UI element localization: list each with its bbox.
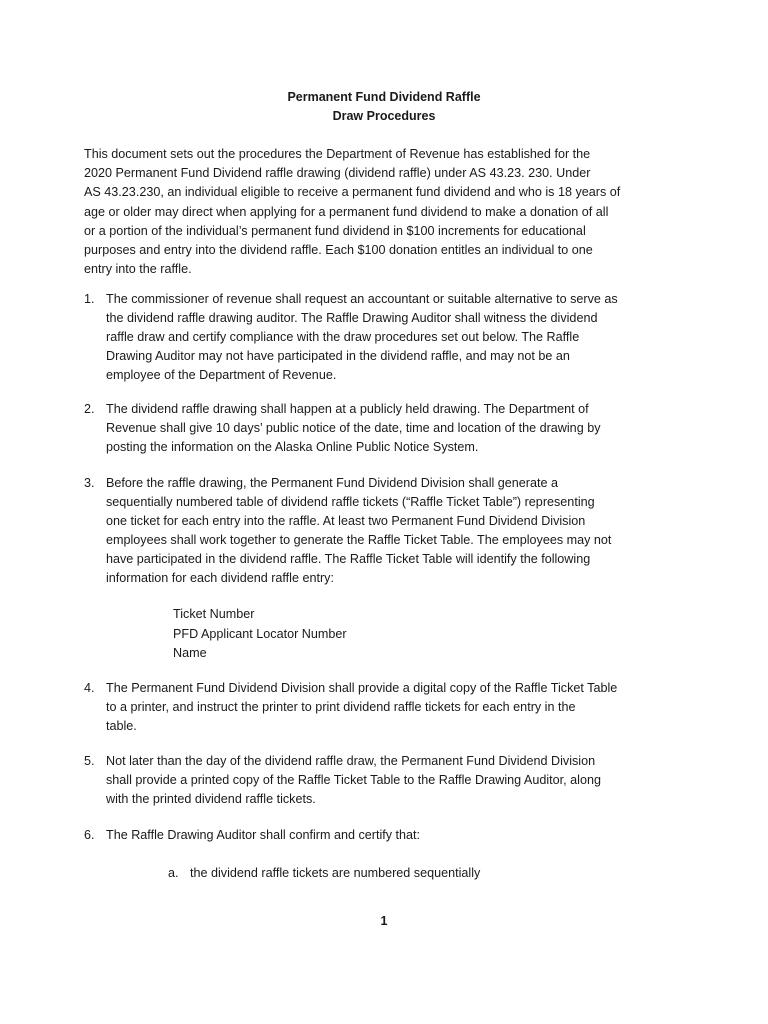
item-line: The Permanent Fund Dividend Division shall provide a digital copy of the Raffle Ticket Table — [106, 681, 618, 695]
intro-paragraph — [84, 145, 674, 279]
intro-line: purposes and entry into the dividend raffle. Each $100 donation entitles an individual to one — [84, 243, 593, 258]
item-line: Revenue shall give 10 days’ public notice of the date, time and location of the drawing by — [106, 421, 601, 435]
procedure-item-1 — [84, 290, 684, 385]
item-line: employees shall work together to generate the Raffle Ticket Table. The employees may not — [106, 533, 612, 547]
document-title — [0, 88, 768, 126]
item-line: The Raffle Drawing Auditor shall confirm and certify that: — [106, 828, 421, 842]
item-line: posting the information on the Alaska Online Public Notice System. — [106, 440, 479, 454]
item-number: 2. — [84, 402, 95, 416]
intro-line: entry into the raffle. — [84, 262, 192, 277]
title-line-1: Permanent Fund Dividend Raffle — [287, 90, 481, 104]
procedure-item-4 — [84, 679, 684, 736]
item-line: table. — [106, 719, 137, 733]
title-line-2: Draw Procedures — [332, 109, 436, 123]
procedure-item-2 — [84, 400, 684, 457]
item-line: shall provide a printed copy of the Raffle Ticket Table to the Raffle Drawing Auditor, along — [106, 773, 601, 787]
item-line: information for each dividend raffle entry: — [106, 571, 334, 585]
item-number: 6. — [84, 828, 95, 842]
intro-line: This document sets out the procedures the Department of Revenue has established for the — [84, 147, 591, 161]
procedure-item-3 — [84, 474, 684, 588]
field-locator-number: PFD Applicant Locator Number — [173, 626, 347, 641]
item-line: the dividend raffle drawing auditor. The Raffle Drawing Auditor shall witness the dividend — [106, 311, 598, 325]
item-number: 4. — [84, 681, 95, 695]
procedure-item-6 — [84, 826, 684, 845]
sub-item-a — [168, 864, 480, 883]
item-number: 5. — [84, 754, 95, 768]
item-line: sequentially numbered table of dividend raffle tickets (“Raffle Ticket Table”) representing — [106, 495, 595, 509]
item-line: The commissioner of revenue shall request an accountant or suitable alternative to serve as — [106, 292, 618, 306]
item-line: The dividend raffle drawing shall happen at a publicly held drawing. The Department of — [106, 402, 589, 416]
sub-item-text: the dividend raffle tickets are numbered sequentially — [190, 866, 481, 880]
intro-line: age or older may direct when applying for a permanent fund dividend to make a donation of all — [84, 204, 609, 219]
item-line: one ticket for each entry into the raffle. At least two Permanent Fund Dividend Division — [106, 514, 586, 528]
field-ticket-number: Ticket Number — [173, 607, 255, 621]
item-line: raffle draw and certify compliance with the draw procedures set out below. The Raffle — [106, 330, 580, 344]
intro-line: or a portion of the individual’s permanent fund dividend in $100 increments for educational — [84, 223, 586, 238]
ticket-table-fields — [173, 605, 347, 664]
page-number: 1 — [380, 914, 388, 928]
field-name: Name — [173, 646, 207, 660]
item-line: Drawing Auditor may not have participated in the dividend raffle, and may not be an — [106, 349, 570, 363]
item-number: 1. — [84, 292, 95, 306]
item-line: Not later than the day of the dividend raffle draw, the Permanent Fund Dividend Division — [106, 754, 596, 768]
item-line: Before the raffle drawing, the Permanent Fund Dividend Division shall generate a — [106, 476, 559, 490]
intro-line: 2020 Permanent Fund Dividend raffle drawing (dividend raffle) under AS 43.23. 230. Under — [84, 166, 591, 181]
intro-line: AS 43.23.230, an individual eligible to receive a permanent fund dividend and who is 18 years of — [84, 185, 621, 200]
sub-item-letter: a. — [168, 866, 179, 880]
item-line: have participated in the dividend raffle. The Raffle Ticket Table will identify the following — [106, 552, 591, 566]
item-line: to a printer, and instruct the printer to print dividend raffle tickets for each entry in the — [106, 700, 576, 714]
procedure-item-5 — [84, 752, 684, 809]
item-line: employee of the Department of Revenue. — [106, 368, 337, 382]
item-line: with the printed dividend raffle tickets. — [106, 792, 316, 806]
item-number: 3. — [84, 476, 95, 490]
